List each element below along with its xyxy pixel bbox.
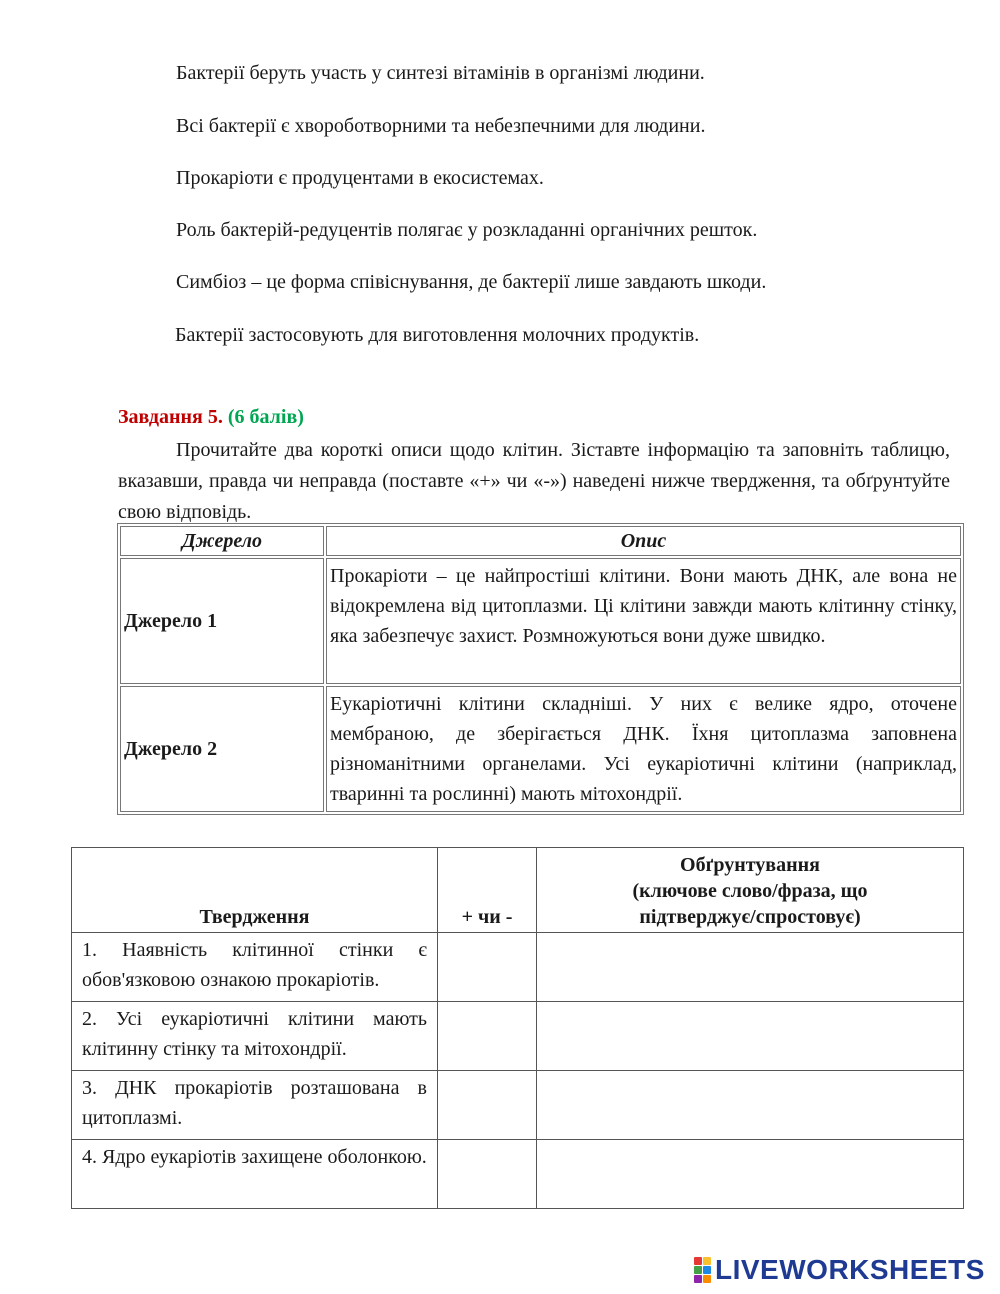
logo-square [694,1266,702,1274]
claim-text: 1. Наявність клітинної стінки є обов'язковою ознакою прокаріотів. [72,933,438,1002]
justification-header-line-3: підтверджує/спростовує) [639,906,861,928]
task-points: (6 балів) [227,406,304,428]
claim-text: 2. Усі еукаріотичні клітини мають клітинну стінку та мітохондрії. [72,1002,438,1071]
justification-answer-cell[interactable] [537,1071,964,1140]
statement-4: Роль бактерій-редуцентів полягає у розкладанні органічних решток. [176,219,758,241]
justification-answer-cell[interactable] [537,1002,964,1071]
justification-answer-cell[interactable] [537,1140,964,1209]
source-name: Джерело 2 [120,686,324,812]
logo-square [703,1266,711,1274]
claims-header-justification [537,848,964,933]
logo-square [694,1275,702,1283]
source-row [120,686,961,812]
claims-table [71,847,964,1209]
logo-mark-icon [694,1257,711,1283]
logo-square [703,1257,711,1265]
claim-row [72,933,964,1002]
task-number: Завдання 5. [118,406,223,428]
claims-header-claim: Твердження [72,848,438,933]
statement-3: Прокаріоти є продуцентами в екосистемах. [176,167,544,189]
logo-text: LIVEWORKSHEETS [715,1254,985,1285]
source-name: Джерело 1 [120,558,324,684]
logo-square [703,1275,711,1283]
statement-5: Симбіоз – це форма співіснування, де бактерії лише завдають шкоди. [176,271,767,293]
sources-header-description: Опис [326,526,961,556]
claim-text: 4. Ядро еукаріотів захищене оболонкою. [72,1140,438,1209]
claim-row [72,1071,964,1140]
mark-answer-cell[interactable] [438,933,537,1002]
source-row [120,558,961,684]
statement-2: Всі бактерії є хвороботворними та небезпечними для людини. [176,115,706,137]
liveworksheets-logo [694,1255,985,1285]
justification-answer-cell[interactable] [537,933,964,1002]
claim-row [72,1140,964,1209]
claims-header-mark: + чи - [438,848,537,933]
claim-text: 3. ДНК прокаріотів розташована в цитоплазмі. [72,1071,438,1140]
mark-answer-cell[interactable] [438,1140,537,1209]
statement-1: Бактерії беруть участь у синтезі вітамінів в організмі людини. [176,62,705,84]
justification-header-line-1: Обґрунтування [680,854,820,876]
mark-answer-cell[interactable] [438,1071,537,1140]
logo-square [694,1257,702,1265]
sources-header-row [120,526,961,556]
claims-header-row [72,848,964,933]
sources-header-source: Джерело [120,526,324,556]
mark-answer-cell[interactable] [438,1002,537,1071]
source-description: Еукаріотичні клітини складніші. У них є велике ядро, оточене мембраною, де зберігається ДНК. Їхня цитоплазма заповнена різноманітними органелами. Усі еукаріотичні клітини (наприклад, тваринні та рослинні) мають мітохондрії. [326,686,961,812]
sources-table [117,523,964,815]
claim-row [72,1002,964,1071]
source-description: Прокаріоти – це найпростіші клітини. Вони мають ДНК, але вона не відокремлена від цитоплазми. Ці клітини завжди мають клітинну стінку, яка забезпечує захист. Розмножуються вони дуже швидко. [326,558,961,684]
justification-header-line-2: (ключове слово/фраза, що [632,880,868,902]
task-instruction: Прочитайте два короткі описи щодо клітин. Зіставте інформацію та заповніть таблицю, вказавши, правда чи неправда (поставте «+» чи «-») наведені нижче твердження, та обґрунтуйте свою відповідь. [118,439,950,523]
statement-6: Бактерії застосовують для виготовлення молочних продуктів. [175,324,700,346]
task-title [118,405,304,429]
